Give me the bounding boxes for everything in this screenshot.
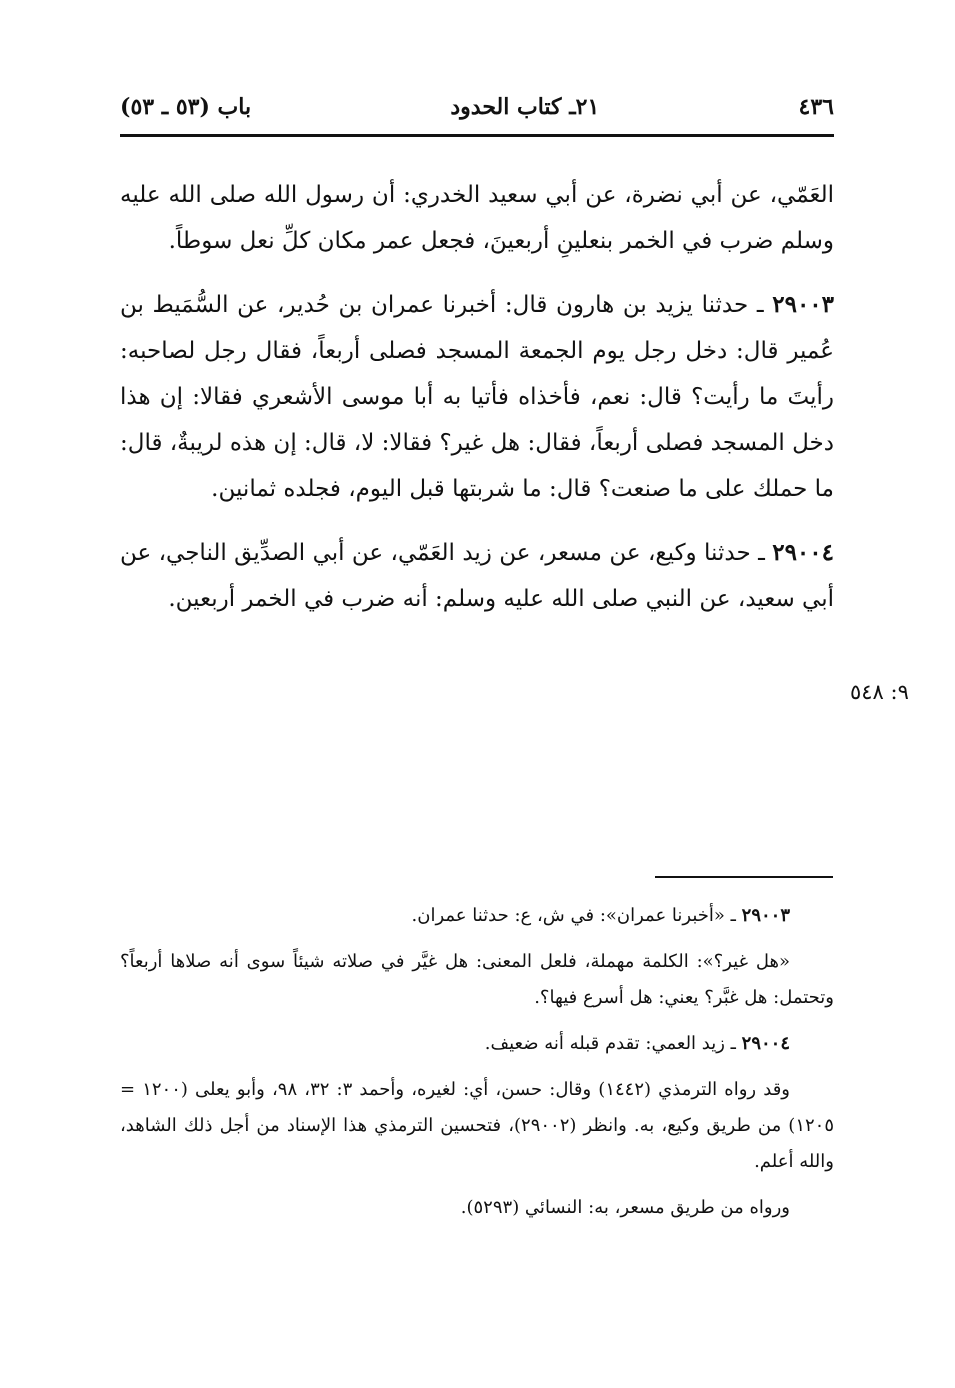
footnote-number: ٢٩٠٠٣ bbox=[741, 905, 790, 926]
hadith-29004 bbox=[120, 530, 834, 622]
footnote-29004 bbox=[120, 1026, 834, 1062]
running-header bbox=[120, 90, 834, 124]
main-text bbox=[120, 172, 834, 640]
chapter-title: باب (٥٣ ـ ٥٣) bbox=[120, 94, 252, 120]
page-number: ٤٣٦ bbox=[798, 94, 834, 120]
footnotes bbox=[120, 898, 834, 1236]
footnote-nasai: ورواه من طريق مسعر، به: النسائي (٥٢٩٣). bbox=[460, 1197, 790, 1218]
footnote-tirmidhi: وقد رواه الترمذي (١٤٤٢) وقال: حسن، أي: لغيره، وأحمد ٣: ٣٢، ٩٨، وأبو يعلى (١٢٠٠ = ١٢٠٥) من طريق وكيع، به. وانظر (٢٩٠٠٢)، فتحسين الترمذي هذا الإسناد من أجل ذلك الشاهد، والله أعلم. bbox=[120, 1079, 834, 1172]
hadith-number: ٢٩٠٠٤ bbox=[772, 539, 834, 566]
footnote-hal-ghayr: «هل غير؟»: الكلمة مهملة، فلعل المعنى: هل غيَّر في صلاته شيئاً سوى أنه صلاها أربعاً؟ وتحتمل: هل غبَّر؟ يعني: هل أسرع فيها؟. bbox=[120, 951, 834, 1008]
footnote-rule bbox=[655, 876, 833, 878]
paragraph-continuation: العَمّي، عن أبي نضرة، عن أبي سعيد الخدري: أن رسول الله صلى الله عليه وسلم ضرب في الخمر بنعلينِ أربعينَ، فجعل عمر مكان كلِّ نعل سوطاً. bbox=[120, 182, 834, 254]
book-title: ٢١ـ كتاب الحدود bbox=[450, 94, 600, 120]
hadith-number: ٢٩٠٠٣ bbox=[772, 291, 835, 318]
header-rule bbox=[120, 134, 834, 137]
hadith-text: ـ حدثنا وكيع، عن مسعر، عن زيد العَمّي، عن أبي الصدِّيق الناجي، عن أبي سعيد، عن النبي صلى الله عليه وسلم: أنه ضرب في الخمر أربعين. bbox=[120, 540, 834, 612]
footnote-29003 bbox=[120, 898, 834, 934]
margin-reference: ٩: ٥٤٨ bbox=[850, 680, 909, 704]
footnote-text: ـ زيد العمي: تقدم قبله أنه ضعيف. bbox=[484, 1033, 736, 1054]
hadith-text: ـ حدثنا يزيد بن هارون قال: أخبرنا عمران بن حُدير، عن السُّمَيط بن عُمير قال: دخل رجل يوم الجمعة المسجد فصلى أربعاً، فقال رجل لصاحبه: رأيتَ ما رأيت؟ قال: نعم، فأخذاه فأتيا به أبا موسى الأشعري فقالا: إن هذا دخل المسجد فصلى أربعاً، فقال: هل غير؟ فقالا: لا، قال: إن هذه لريبةٌ، قال: ما حملك على ما صنعت؟ قال: ما شربتها قبل اليوم، فجلده ثمانين. bbox=[119, 292, 834, 502]
footnote-number: ٢٩٠٠٤ bbox=[741, 1033, 790, 1054]
hadith-29003 bbox=[120, 282, 834, 512]
footnote-text: ـ «أخبرنا عمران»: في ش، ع: حدثنا عمران. bbox=[411, 905, 736, 926]
